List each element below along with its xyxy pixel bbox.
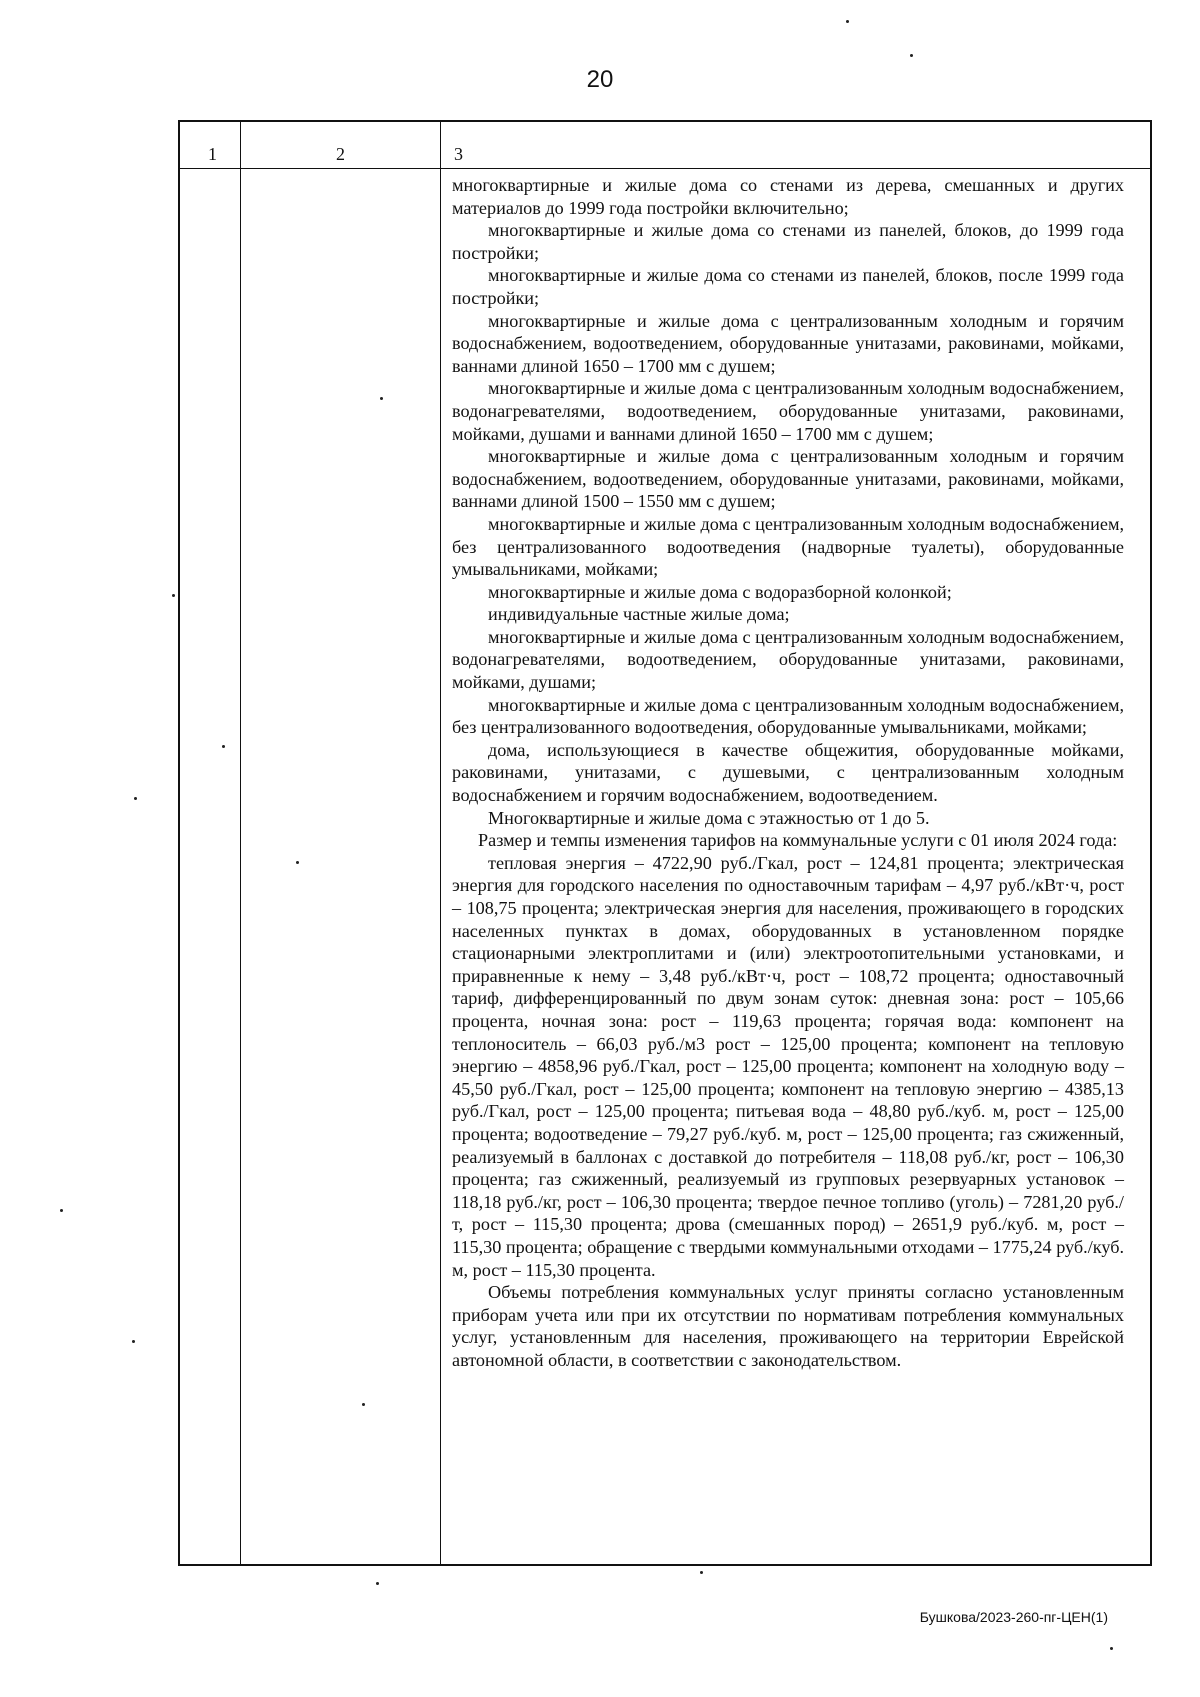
page-number: 20 — [586, 66, 614, 93]
paragraph: многоквартирные и жилые дома с водоразборной колонкой; — [488, 581, 952, 602]
document-table — [178, 120, 1152, 1566]
scan-speck — [362, 1403, 365, 1406]
column-header-3: 3 — [454, 144, 463, 164]
scan-speck — [910, 54, 913, 57]
column-header-2: 2 — [336, 144, 345, 164]
scan-speck — [846, 20, 849, 23]
tariff-paragraph: тепловая энергия – 4722,90 руб./Гкал, рост – 124,81 процента; электрическая энергия для городского населения по одноставочным тарифам – 4,97 руб./кВт·ч, рост – 108,75 процента; электрическая энергия для населения, проживающего в городских населенных пунктах в домах, оборудованных в установленном порядке стационарными электроплитами и (или) электроотопительными установками, и приравненные к нему – 3,48 руб./кВт·ч, рост – 108,72 процента; одноставочный тариф, дифференцированный по двум зонам суток: дневная зона: рост – 105,66 процента, ночная зона: рост – 119,63 процента; горячая вода: компонент на теплоноситель – 66,03 руб./м3 рост – 125,00 процента; компонент на тепловую энергию – 4858,96 руб./Гкал, рост – 125,00 процента; компонент на холодную воду – 45,50 руб./Гкал, рост – 125,00 процента; компонент на тепловую энергию – 4385,13 руб./Гкал, рост – 125,00 процента; питьевая вода – 48,80 руб./куб. м, рост – 125,00 процента; водоотведение – 79,27 руб./куб. м, рост – 125,00 процента; газ сжиженный, реализуемый в баллонах с доставкой до потребителя – 118,08 руб./кг, рост – 106,30 процента; газ сжиженный, реализуемый из групповых резервуарных установок – 118,18 руб./кг, рост – 106,30 процента; твердое печное топливо (уголь) – 7281,20 руб./т, рост – 115,30 процента; дрова (смешанных пород) – 2651,9 руб./куб. м, рост – 115,30 процента; обращение с твердыми коммунальными отходами – 1775,24 руб./куб. м, рост – 115,30 процента. — [452, 852, 1124, 1280]
scan-speck — [376, 1582, 379, 1585]
scan-speck — [134, 797, 137, 800]
paragraph: многоквартирные и жилые дома с централизованным холодным водоснабжением, без централизованного водоотведения (надворные туалеты), оборудованные умывальниками, мойками; — [452, 513, 1124, 580]
paragraph: Объемы потребления коммунальных услуг приняты согласно установленным приборам учета или при их отсутствии по нормативам потребления коммунальных услуг, установленным для населения, проживающего на территории Еврейской автономной области, в соответствии с законодательством. — [452, 1282, 1124, 1370]
scan-speck — [380, 397, 383, 400]
paragraph: многоквартирные и жилые дома с централизованным холодным водоснабжением, водонагревателями, водоотведением, оборудованные унитазами, раковинами, мойками, душами; — [452, 626, 1124, 693]
header-divider — [180, 168, 1150, 169]
paragraph: многоквартирные и жилые дома со стенами из панелей, блоков, после 1999 года постройки; — [452, 265, 1124, 308]
paragraph: многоквартирные и жилые дома со стенами из панелей, блоков, до 1999 года постройки; — [452, 220, 1124, 263]
paragraph: индивидуальные частные жилые дома; — [488, 604, 790, 625]
scan-speck — [222, 745, 225, 748]
paragraph: многоквартирные и жилые дома с централизованным холодным водоснабжением, без централизованного водоотведения, оборудованные умывальниками, мойками; — [452, 694, 1124, 738]
paragraph: многоквартирные и жилые дома со стенами из дерева, смешанных и других материалов до 1999 года постройки включительно; — [452, 175, 1124, 218]
scan-speck — [60, 1209, 63, 1212]
paragraph: Многоквартирные и жилые дома с этажностью от 1 до 5. — [488, 807, 930, 828]
scan-speck — [1110, 1647, 1113, 1650]
paragraph: многоквартирные и жилые дома с централизованным холодным водоснабжением, водонагревателями, водоотведением, оборудованные унитазами, раковинами, мойками, душами и ваннами длиной 1650 – 1700 мм с душем; — [452, 378, 1124, 444]
column-3-content — [452, 174, 1124, 1371]
scan-speck — [296, 861, 299, 864]
document-reference-footer: Бушкова/2023-260-пг-ЦЕН(1) — [919, 1609, 1108, 1625]
paragraph: дома, использующиеся в качестве общежития, оборудованные мойками, раковинами, унитазами, с душевыми, с централизованным холодным водоснабжением и горячим водоснабжением, водоотведением. — [452, 739, 1124, 806]
column-divider — [240, 122, 241, 1564]
paragraph: многоквартирные и жилые дома с централизованным холодным и горячим водоснабжением, водоотведением, оборудованные унитазами, раковинами, мойками, ваннами длиной 1500 – 1550 мм с душем; — [452, 446, 1124, 512]
column-divider — [440, 122, 441, 1564]
paragraph: многоквартирные и жилые дома с централизованным холодным и горячим водоснабжением, водоотведением, оборудованные унитазами, раковинами, мойками, ваннами длиной 1650 – 1700 мм с душем; — [452, 310, 1124, 376]
column-header-1: 1 — [208, 144, 217, 164]
scan-speck — [700, 1571, 703, 1574]
scan-speck — [172, 594, 175, 597]
paragraph: Размер и темпы изменения тарифов на коммунальные услуги с 01 июля 2024 года: — [478, 830, 1118, 851]
scan-speck — [132, 1340, 135, 1343]
